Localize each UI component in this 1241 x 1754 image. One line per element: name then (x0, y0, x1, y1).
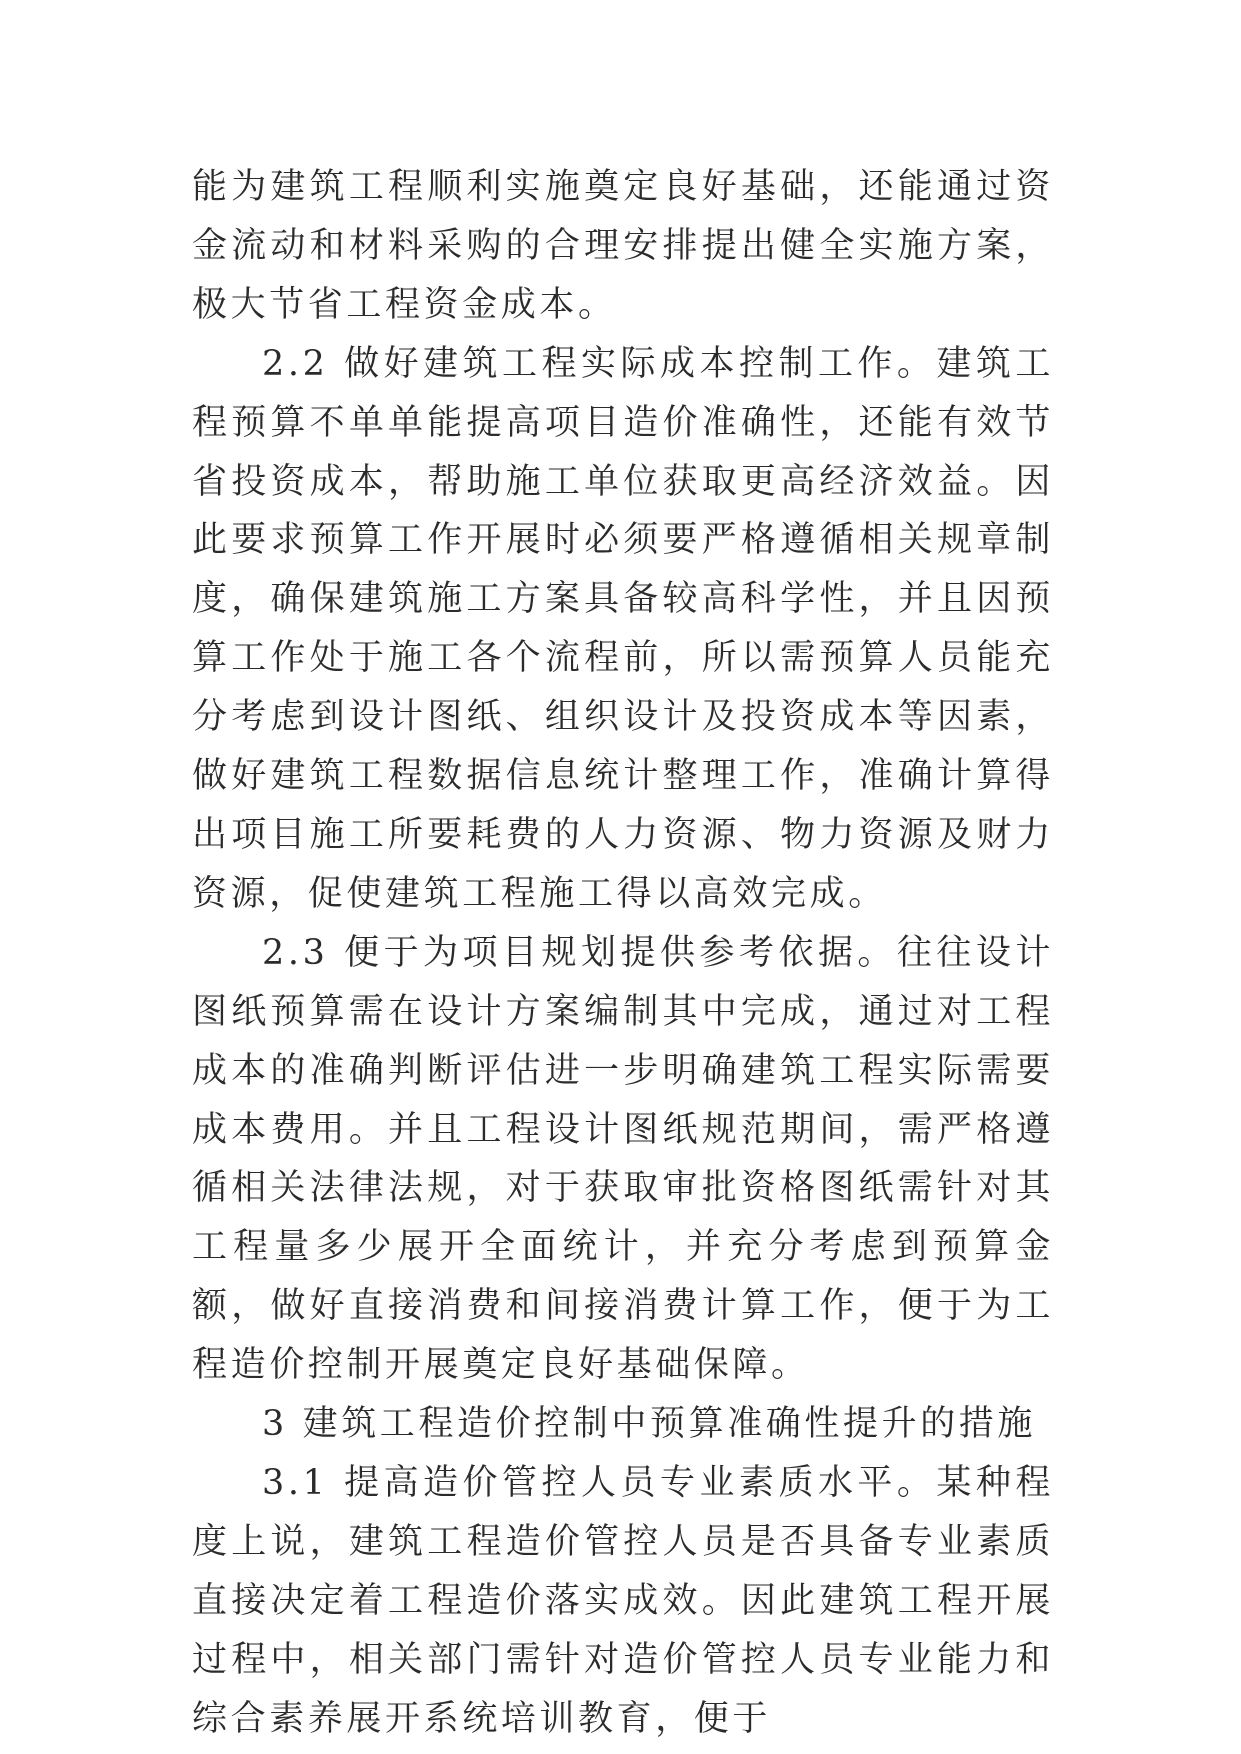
document-body (192, 158, 1054, 1748)
paragraph-section-3-1: 3.1 提高造价管控人员专业素质水平。某种程度上说，建筑工程造价管控人员是否具备专业素质直接决定着工程造价落实成效。因此建筑工程开展过程中，相关部门需针对造价管控人员专业能力和综合素养展开系统培训教育，便于 (192, 1462, 1054, 1739)
paragraph-section-2-2: 2.2 做好建筑工程实际成本控制工作。建筑工程预算不单单能提高项目造价准确性，还能有效节省投资成本，帮助施工单位获取更高经济效益。因此要求预算工作开展时必须要严格遵循相关规章制度，确保建筑施工方案具备较高科学性，并且因预算工作处于施工各个流程前，所以需预算人员能充分考虑到设计图纸、组织设计及投资成本等因素，做好建筑工程数据信息统计整理工作，准确计算得出项目施工所要耗费的人力资源、物力资源及财力资源，促使建筑工程施工得以高效完成。 (192, 343, 1054, 914)
paragraph-continuation: 能为建筑工程顺利实施奠定良好基础，还能通过资金流动和材料采购的合理安排提出健全实施方案，极大节省工程资金成本。 (192, 167, 1054, 325)
section-heading-3: 3 建筑工程造价控制中预算准确性提升的措施 (262, 1404, 1036, 1445)
paragraph-section-2-3: 2.3 便于为项目规划提供参考依据。往往设计图纸预算需在设计方案编制其中完成，通过对工程成本的准确判断评估进一步明确建筑工程实际需要成本费用。并且工程设计图纸规范期间，需严格遵循相关法律法规，对于获取审批资格图纸需针对其工程量多少展开全面统计，并充分考虑到预算金额，做好直接消费和间接消费计算工作，便于为工程造价控制开展奠定良好基础保障。 (192, 932, 1054, 1386)
